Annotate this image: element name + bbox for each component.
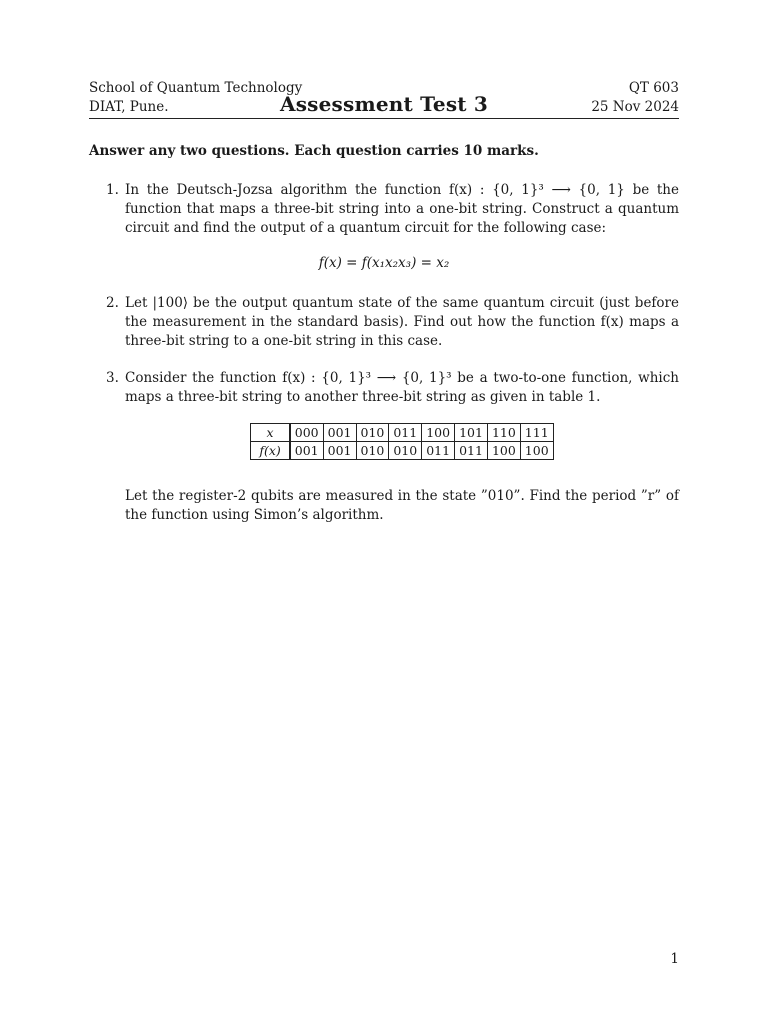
question-1 bbox=[89, 181, 679, 238]
header-divider bbox=[89, 118, 679, 119]
header-right bbox=[591, 79, 679, 117]
table-cell: 110 bbox=[487, 424, 520, 442]
table-cell: 111 bbox=[520, 424, 553, 442]
table-cell: 011 bbox=[455, 442, 488, 460]
table-cell: 001 bbox=[323, 442, 356, 460]
question-list bbox=[89, 181, 679, 525]
table-row-header: x bbox=[251, 424, 290, 442]
exam-date: 25 Nov 2024 bbox=[591, 99, 679, 115]
table-cell: 100 bbox=[520, 442, 553, 460]
question-number: 2. bbox=[106, 295, 119, 311]
page-title: Assessment Test 3 bbox=[280, 92, 488, 116]
table-row-header: f(x) bbox=[251, 442, 290, 460]
question-number: 1. bbox=[106, 182, 119, 198]
table-row bbox=[251, 442, 553, 460]
institute-name: DIAT, Pune. bbox=[89, 99, 169, 115]
course-code: QT 603 bbox=[628, 80, 679, 96]
question-3 bbox=[89, 369, 679, 407]
table-cell: 100 bbox=[422, 424, 455, 442]
question-number: 3. bbox=[106, 370, 119, 386]
page-number: 1 bbox=[670, 951, 679, 967]
question-text: Consider the function f(x) : {0, 1}³ ⟶ {0, 1}³ be a two-to-one function, which maps a three-bit string to another three-bit string as given in table 1. bbox=[125, 370, 679, 405]
table-cell: 011 bbox=[422, 442, 455, 460]
question-3-followup: Let the register-2 qubits are measured in the state ”010”. Find the period ”r” of the function using Simon’s algorithm. bbox=[125, 488, 679, 523]
question-2 bbox=[89, 294, 679, 351]
question-text: Let |100⟩ be the output quantum state of the same quantum circuit (just before the measurement in the standard basis). Find out how the function f(x) maps a three-bit string to a one-bit string in this case. bbox=[125, 295, 679, 349]
table-cell: 011 bbox=[389, 424, 422, 442]
table-cell: 010 bbox=[389, 442, 422, 460]
table-cell: 001 bbox=[290, 442, 323, 460]
mapping-table bbox=[250, 423, 553, 460]
instructions: Answer any two questions. Each question carries 10 marks. bbox=[89, 143, 539, 159]
question-text: In the Deutsch-Jozsa algorithm the function f(x) : {0, 1}³ ⟶ {0, 1} be the function that maps a three-bit string into a one-bit string. Construct a quantum circuit and find the output of a quantum circuit for the following case: bbox=[125, 182, 679, 236]
table-cell: 010 bbox=[356, 442, 389, 460]
table-cell: 100 bbox=[487, 442, 520, 460]
table-cell: 000 bbox=[290, 424, 323, 442]
table-cell: 101 bbox=[455, 424, 488, 442]
table-cell: 010 bbox=[356, 424, 389, 442]
table-cell: 001 bbox=[323, 424, 356, 442]
school-name: School of Quantum Technology bbox=[89, 80, 303, 96]
question-1-equation: f(x) = f(x₁x₂x₃) = x₂ bbox=[318, 255, 450, 271]
table-row bbox=[251, 424, 553, 442]
